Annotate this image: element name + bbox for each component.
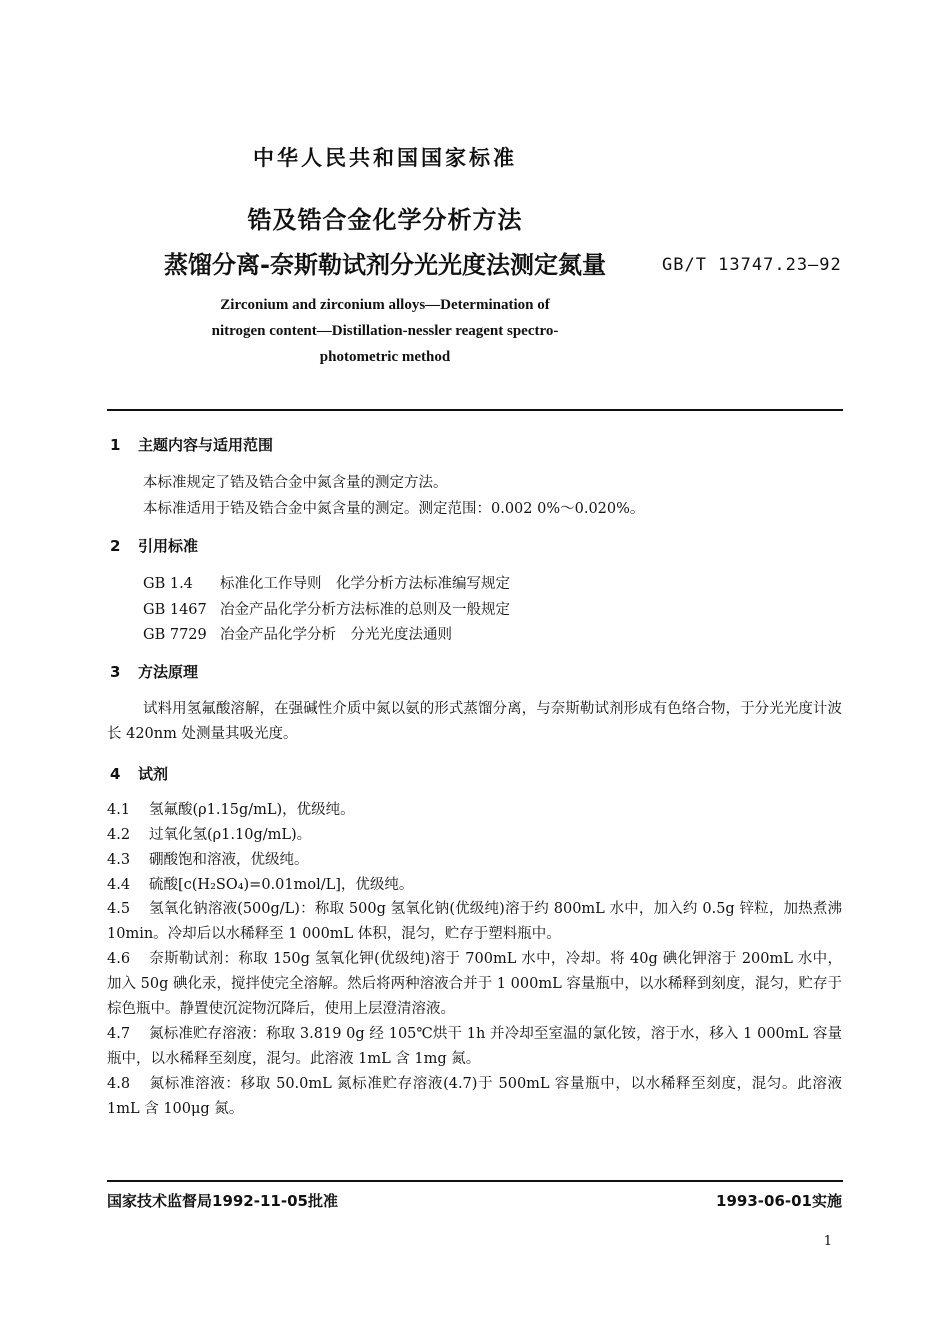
section-title: 引用标准 <box>138 537 199 555</box>
reference-code: GB 7729 <box>143 627 207 643</box>
document-title-line2: 蒸馏分离-奈斯勒试剂分光光度法测定氮量 <box>164 251 606 279</box>
section-title: 试剂 <box>138 765 169 783</box>
english-title-line: photometric method <box>319 349 451 365</box>
header-divider <box>107 409 843 411</box>
effective-date: 1993-06-01实施 <box>716 1192 842 1210</box>
standard-code: GB/T 13747.23—92 <box>662 255 842 275</box>
page-number: 1 <box>823 1234 832 1249</box>
section-heading <box>110 661 198 682</box>
item-number: 4.4 <box>107 877 131 893</box>
reference-item <box>143 598 510 619</box>
section-number: 2 <box>110 537 121 555</box>
item-text: 氢氧化钠溶液(500g/L)：称取 500g 氢氧化钠(优级纯)溶于约 800mL 水中，加入约 0.5g 锌粒，加热煮沸 10min。冷却后以水稀释至 1 000mL 体积，混匀，贮存于塑料瓶中。 <box>107 901 842 942</box>
item-text: 氮标准溶液：移取 50.0mL 氮标准贮存溶液(4.7)于 500mL 容量瓶中，以水稀释至刻度，混匀。此溶液 1mL 含 100μg 氮。 <box>107 1076 842 1117</box>
national-standard-label: 中华人民共和国国家标准 <box>253 146 517 170</box>
body-text-line: 本标准适用于锆及锆合金中氮含量的测定。测定范围：0.002 0%～0.020%。 <box>143 501 645 517</box>
item-text: 奈斯勒试剂：称取 150g 氢氧化钾(优级纯)溶于 700mL 水中，冷却。将 40g 碘化钾溶于 200mL 水中，加入 50g 碘化汞，搅拌使完全溶解。然后将两种溶液合并于 1 000mL 容量瓶中，以水稀释到刻度，混匀，贮存于棕色瓶中。静置使沉淀物沉降后，使用上层澄清溶液。 <box>107 951 842 1017</box>
reference-code: GB 1.4 <box>143 576 193 592</box>
reference-title: 冶金产品化学分析方法标准的总则及一般规定 <box>220 602 510 618</box>
reagent-item <box>107 1022 842 1072</box>
approval-date: 国家技术监督局1992-11-05批准 <box>107 1192 338 1210</box>
section-heading <box>110 434 273 455</box>
item-text: 硼酸饱和溶液，优级纯。 <box>149 852 309 868</box>
item-text: 硫酸[c(H₂SO₄)=0.01mol/L]，优级纯。 <box>149 877 414 893</box>
section-number: 3 <box>110 663 121 681</box>
reference-item <box>143 623 452 644</box>
item-number: 4.1 <box>107 802 131 818</box>
section-heading <box>110 763 168 784</box>
item-number: 4.3 <box>107 852 131 868</box>
body-text-line: 本标准规定了锆及锆合金中氮含量的测定方法。 <box>143 475 448 491</box>
section-heading <box>110 535 198 556</box>
document-title-line1: 锆及锆合金化学分析方法 <box>247 206 523 234</box>
reagent-item <box>107 1072 842 1122</box>
reagent-item <box>107 848 309 869</box>
english-title-line: nitrogen content—Distillation-nessler reagent spectro- <box>211 323 559 339</box>
reagent-item <box>107 897 842 947</box>
item-text: 氮标准贮存溶液：称取 3.819 0g 经 105℃烘干 1h 并冷却至室温的氯化铵，溶于水，移入 1 000mL 容量瓶中，以水稀释至刻度，混匀。此溶液 1mL 含 1mg 氮。 <box>107 1026 842 1067</box>
english-title-line: Zirconium and zirconium alloys—Determination of <box>220 297 550 313</box>
section-title: 主题内容与适用范围 <box>138 436 274 454</box>
item-text: 过氧化氢(ρ1.10g/mL)。 <box>149 827 312 843</box>
section-number: 1 <box>110 436 121 454</box>
reference-item <box>143 572 510 593</box>
reference-title: 冶金产品化学分析 分光光度法通则 <box>220 627 452 643</box>
item-number: 4.8 <box>107 1076 131 1092</box>
item-number: 4.5 <box>107 901 131 917</box>
section-title: 方法原理 <box>138 663 199 681</box>
reagent-item <box>107 798 355 819</box>
item-text: 氢氟酸(ρ1.15g/mL)，优级纯。 <box>149 802 355 818</box>
reference-code: GB 1467 <box>143 602 207 618</box>
reagent-item <box>107 823 311 844</box>
item-number: 4.2 <box>107 827 131 843</box>
item-number: 4.6 <box>107 951 131 967</box>
principle-paragraph: 试料用氢氟酸溶解，在强碱性介质中氮以氨的形式蒸馏分离，与奈斯勒试剂形成有色络合物，于分光光度计波长 420nm 处测量其吸光度。 <box>107 701 842 742</box>
section-number: 4 <box>110 765 121 783</box>
reagent-item <box>107 947 842 1022</box>
reference-title: 标准化工作导则 化学分析方法标准编写规定 <box>220 576 510 592</box>
reagent-item <box>107 873 413 894</box>
item-number: 4.7 <box>107 1026 131 1042</box>
footer-divider <box>107 1180 843 1182</box>
